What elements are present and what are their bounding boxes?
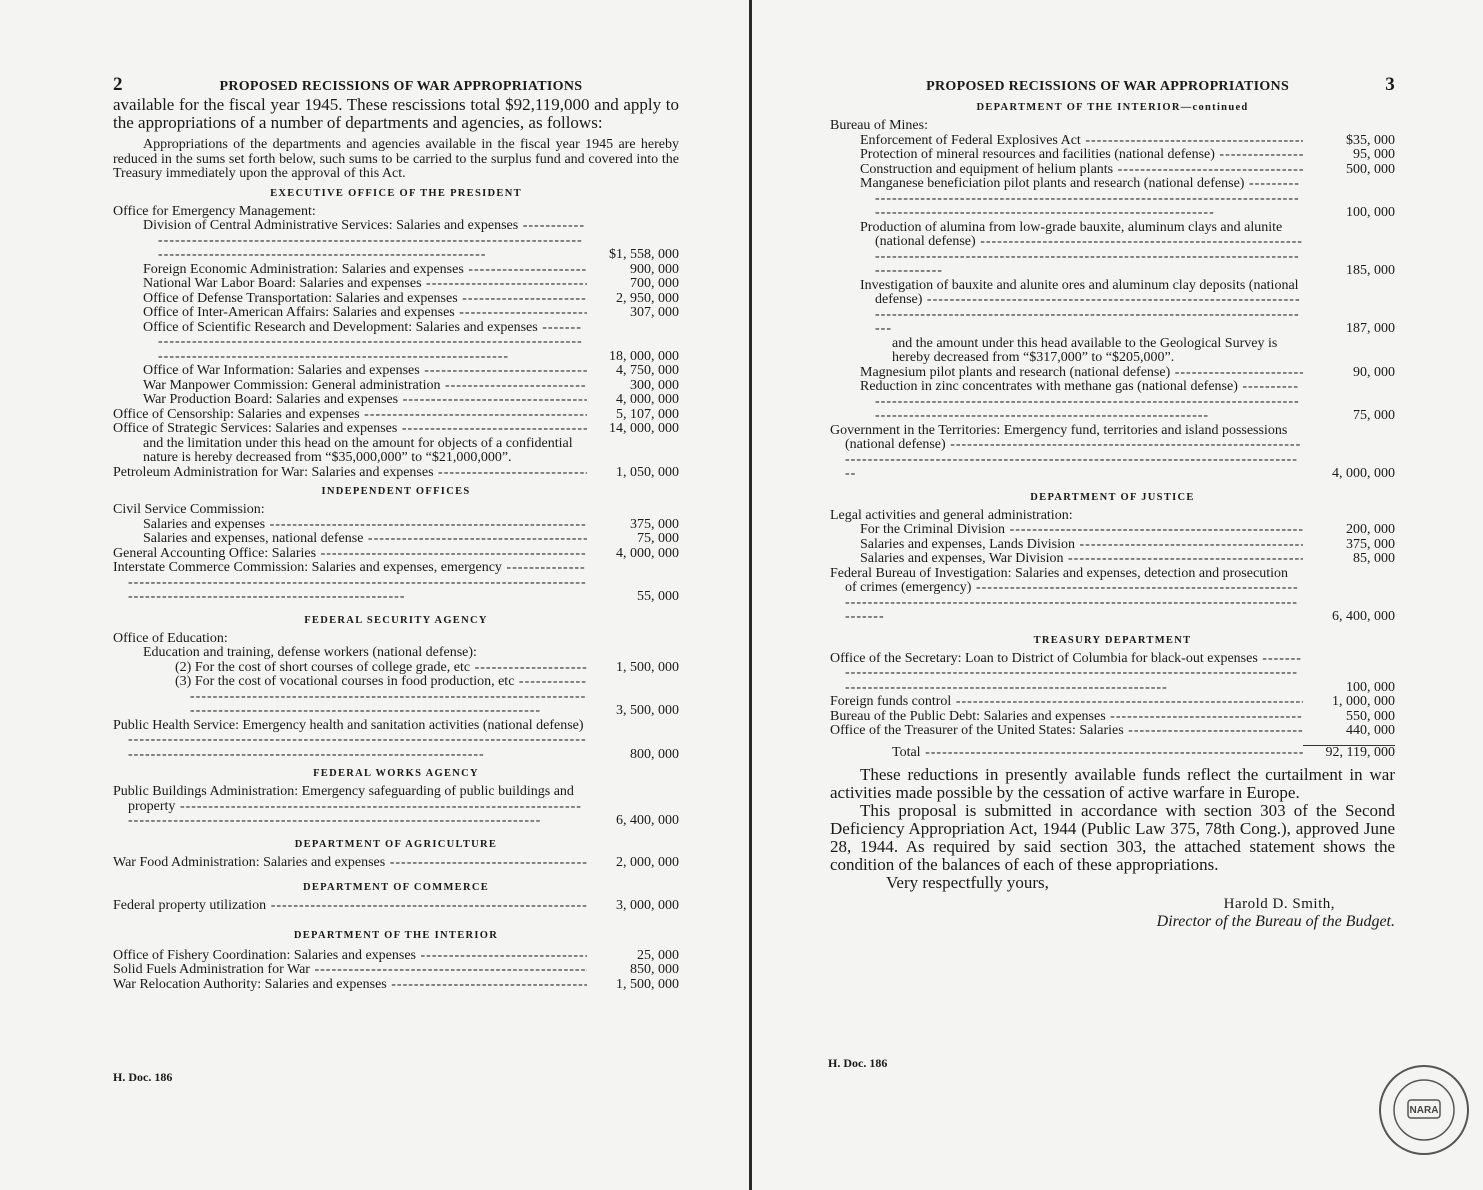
right-footer: H. Doc. 186: [828, 1056, 888, 1070]
approp-row: [830, 380, 1395, 424]
approp-row: [113, 518, 679, 533]
section-title-commerce: DEPARTMENT OF COMMERCE: [302, 882, 490, 893]
section-title-fsa: FEDERAL SECURITY AGENCY: [304, 614, 488, 626]
treasury-items-list: [830, 652, 1395, 739]
section-title-agri: DEPARTMENT OF AGRICULTURE: [294, 838, 498, 850]
approp-label: Investigation of bauxite and alunite ores and aluminum clay deposits (national defense) -----: [860, 279, 1303, 337]
right-page: [830, 74, 1395, 931]
approp-row: [113, 978, 679, 993]
approp-label: Magnesium pilot plants and research (national defense) -----: [860, 366, 1303, 381]
approp-amount: 200, 000: [1346, 522, 1395, 537]
approp-amount: 100, 000: [1346, 205, 1395, 220]
approp-label: National War Labor Board: Salaries and expenses -----: [143, 277, 587, 292]
approp-label: War Manpower Commission: General administration -----: [143, 379, 587, 394]
approp-row: [830, 148, 1395, 163]
archive-stamp: [1376, 1062, 1472, 1158]
approp-label: Construction and equipment of helium plants -----: [860, 163, 1303, 178]
signature-title: Director of the Bureau of the Budget.: [1156, 913, 1395, 930]
approp-row: Office of Strategic Services: Salaries and expenses ----- 14, 000, 000: [113, 422, 679, 437]
csc-items-list: [113, 518, 679, 547]
approp-row: [113, 949, 679, 964]
signature-name: Harold D. Smith,: [1223, 896, 1335, 912]
approp-row: [830, 724, 1395, 739]
left-running-header: [113, 74, 679, 96]
approp-row: Petroleum Administration for War: Salaries and expenses ----- 1, 050, 000: [113, 466, 679, 481]
svg-text:NARA: NARA: [1409, 1105, 1439, 1116]
approp-amount: 75, 000: [1353, 408, 1395, 423]
approp-row: [113, 661, 679, 676]
approp-label: Division of Central Administrative Services: Salaries and expenses -----: [143, 219, 587, 263]
approp-amount: 90, 000: [1353, 364, 1395, 380]
total-row: Total ----- 92, 119, 000: [830, 745, 1395, 761]
approp-amount: 700, 000: [630, 276, 679, 291]
approp-row: [113, 364, 679, 379]
approp-label: Office of Inter-American Affairs: Salaries and expenses -----: [143, 306, 587, 321]
closing-paragraph-2: This proposal is submitted in accordance with section 303 of the Second Deficiency Appropriation Act, 1944 (Public Law 375, 78th Cong.), approved June 28, 1944. As required by said section 303, the attached statement shows the condition of the balances of each of these appropriations.: [830, 801, 1395, 874]
approp-amount: 85, 000: [1353, 551, 1395, 566]
fsa-items-list: [113, 661, 679, 719]
approp-amount: 95, 000: [1353, 147, 1395, 162]
office-education-heading: Office of Education:: [113, 630, 228, 646]
approp-row: [113, 292, 679, 307]
approp-row: [830, 538, 1395, 553]
approp-amount: 4, 000, 000: [616, 392, 679, 407]
approp-amount: 307, 000: [630, 305, 679, 320]
approp-label: Salaries and expenses, national defense -----: [143, 532, 587, 547]
approp-row: [830, 523, 1395, 538]
approp-label: For the Criminal Division -----: [860, 523, 1303, 538]
approp-label: (3) For the cost of vocational courses in food production, etc -----: [175, 675, 587, 719]
approp-amount: 375, 000: [1346, 536, 1395, 552]
approp-amount: 850, 000: [630, 962, 679, 977]
approp-row: [113, 219, 679, 263]
education-training-heading: Education and training, defense workers (national defense):: [143, 645, 477, 660]
legal-heading: Legal activities and general administration:: [830, 507, 1073, 523]
approp-row: [113, 379, 679, 394]
approp-label: Office of Fishery Coordination: Salaries and expenses -----: [113, 949, 587, 964]
approp-row: [830, 163, 1395, 178]
geo-note: and the amount under this head available to the Geological Survey is hereby decreased from “$317,000” to “$205,000”.: [892, 335, 1278, 365]
approp-row: War Food Administration: Salaries and expenses ----- 2, 000, 000: [113, 856, 679, 871]
mines-items2-list: [830, 366, 1395, 424]
approp-row: [830, 710, 1395, 725]
oem-heading: Office for Emergency Management:: [113, 203, 316, 219]
approp-amount: 440, 000: [1346, 723, 1395, 738]
approp-label: War Relocation Authority: Salaries and expenses -----: [113, 978, 587, 993]
section-title-interior-cont: DEPARTMENT OF THE INTERIOR—continued: [976, 102, 1249, 113]
approp-label: Office of the Secretary: Loan to District of Columbia for black-out expenses -----: [830, 652, 1303, 696]
intro-paragraph: available for the fiscal year 1945. These rescissions total $92,119,000 and apply to the appropriations of a number of departments and agencies, as follows:: [113, 95, 679, 132]
approp-amount: 550, 000: [1346, 708, 1395, 724]
approp-label: Office of Defense Transportation: Salaries and expenses -----: [143, 292, 587, 307]
approp-amount: 4, 750, 000: [616, 363, 679, 378]
approp-label: Office of the Treasurer of the United States: Salaries -----: [830, 724, 1303, 739]
approp-row: [830, 279, 1395, 337]
approp-row: [830, 652, 1395, 696]
approp-row: [113, 963, 679, 978]
section-title-independent: INDEPENDENT OFFICES: [321, 486, 471, 497]
section-title-fwa: FEDERAL WORKS AGENCY: [313, 768, 479, 779]
act-text: Appropriations of the departments and agencies available in the fiscal year 1945 are hereby reduced in the sums set forth below, such sums to be carried to the surplus fund and covered into the Treasury immediately upon the approval of this Act.: [113, 137, 679, 181]
approp-row: [113, 532, 679, 547]
approp-amount: 75, 000: [637, 531, 679, 546]
approp-row: Public Buildings Administration: Emergency safeguarding of public buildings and property ----- 6, 400, 000: [113, 785, 679, 829]
right-running-title: PROPOSED RECISSIONS OF WAR APPROPRIATIONS: [926, 79, 1290, 94]
approp-label: War Production Board: Salaries and expenses -----: [143, 393, 587, 408]
approp-amount: 185, 000: [1346, 263, 1395, 278]
section-title-exec: EXECUTIVE OFFICE OF THE PRESIDENT: [270, 187, 522, 199]
approp-label: Solid Fuels Administration for War -----: [113, 963, 587, 978]
approp-amount: 18, 000, 000: [609, 348, 679, 364]
approp-amount: 1, 500, 000: [616, 976, 679, 992]
interior-items-list: [113, 949, 679, 993]
approp-amount: 3, 500, 000: [616, 703, 679, 718]
left-footer: H. Doc. 186: [113, 1070, 173, 1084]
approp-row: [113, 675, 679, 719]
section-title-interior: DEPARTMENT OF THE INTERIOR: [293, 929, 499, 941]
approp-amount: 1, 000, 000: [1332, 694, 1395, 709]
left-running-title: PROPOSED RECISSIONS OF WAR APPROPRIATIONS: [219, 79, 583, 94]
approp-label: (2) For the cost of short courses of college grade, etc -----: [175, 661, 587, 676]
approp-amount: 900, 000: [630, 261, 679, 277]
approp-label: Office of War Information: Salaries and expenses -----: [143, 364, 587, 379]
approp-label: Salaries and expenses -----: [143, 518, 587, 533]
approp-amount: 100, 000: [1346, 679, 1395, 695]
approp-row: [113, 321, 679, 365]
section-title-treasury: TREASURY DEPARTMENT: [1033, 634, 1192, 646]
approp-amount: 500, 000: [1346, 161, 1395, 177]
approp-label: Foreign Economic Administration: Salaries and expenses -----: [143, 263, 587, 278]
approp-label: Reduction in zinc concentrates with methane gas (national defense) -----: [860, 380, 1303, 424]
approp-row: Federal property utilization ----- 3, 000, 000: [113, 899, 679, 914]
exec-items-list: [113, 219, 679, 408]
approp-label: Protection of mineral resources and facilities (national defense) -----: [860, 148, 1303, 163]
approp-row: Public Health Service: Emergency health and sanitation activities (national defense) ----- 800, 000: [113, 719, 679, 763]
right-page-number: 3: [1385, 74, 1395, 95]
approp-row: [113, 263, 679, 278]
mines-items-list: [830, 134, 1395, 337]
section-title-justice: DEPARTMENT OF JUSTICE: [1030, 491, 1195, 503]
approp-amount: 1, 500, 000: [616, 659, 679, 675]
approp-amount: 2, 950, 000: [616, 290, 679, 306]
approp-label: Salaries and expenses, Lands Division -----: [860, 538, 1303, 553]
approp-amount: $35, 000: [1346, 132, 1395, 148]
approp-row: Government in the Territories: Emergency fund, territories and island possessions (national defense) ----- 4, 000, 000: [830, 424, 1395, 482]
approp-amount: 25, 000: [637, 947, 679, 963]
approp-label: Foreign funds control -----: [830, 695, 1303, 710]
closing-paragraph-1: These reductions in presently available funds reflect the curtailment in war activities made possible by the cessation of active warfare in Europe.: [830, 765, 1395, 802]
approp-row: Office of Censorship: Salaries and expenses ----- 5, 107, 000: [113, 408, 679, 423]
approp-row: [113, 306, 679, 321]
approp-label: Enforcement of Federal Explosives Act -----: [860, 134, 1303, 149]
approp-label: Salaries and expenses, War Division -----: [860, 552, 1303, 567]
approp-amount: 187, 000: [1346, 321, 1395, 336]
approp-amount: $1, 558, 000: [609, 247, 679, 262]
approp-row: [113, 393, 679, 408]
approp-label: Office of Scientific Research and Development: Salaries and expenses -----: [143, 321, 587, 365]
csc-heading: Civil Service Commission:: [113, 502, 265, 517]
approp-row: [830, 177, 1395, 221]
left-page-number: 2: [113, 74, 123, 95]
approp-row: [830, 695, 1395, 710]
approp-row: Interstate Commerce Commission: Salaries and expenses, emergency ----- 55, 000: [113, 561, 679, 605]
approp-row: [830, 552, 1395, 567]
approp-row: [113, 277, 679, 292]
approp-label: Production of alumina from low-grade bauxite, aluminum clays and alunite (national defense) -----: [860, 221, 1303, 279]
page-gutter: [749, 0, 752, 1190]
approp-row: [830, 221, 1395, 279]
left-page: [113, 74, 679, 992]
approp-amount: 375, 000: [630, 516, 679, 532]
approp-label: Manganese beneficiation pilot plants and research (national defense) -----: [860, 177, 1303, 221]
approp-amount: 300, 000: [630, 377, 679, 393]
closing-salutation: Very respectfully yours,: [886, 873, 1049, 892]
right-running-header: [830, 74, 1395, 96]
approp-label: Bureau of the Public Debt: Salaries and expenses -----: [830, 710, 1303, 725]
oss-note: and the limitation under this head on the amount for objects of a confidential nature is hereby decreased from “$35,000,000” to “$21,000,000”.: [143, 435, 573, 465]
approp-row: [830, 134, 1395, 149]
justice-items-list: [830, 523, 1395, 567]
bureau-mines-heading: Bureau of Mines:: [830, 118, 928, 133]
approp-row: General Accounting Office: Salaries ----- 4, 000, 000: [113, 547, 679, 562]
approp-row: [830, 366, 1395, 381]
approp-row: Federal Bureau of Investigation: Salaries and expenses, detection and prosecution of crimes (emergency) ----- 6, 400, 000: [830, 567, 1395, 625]
